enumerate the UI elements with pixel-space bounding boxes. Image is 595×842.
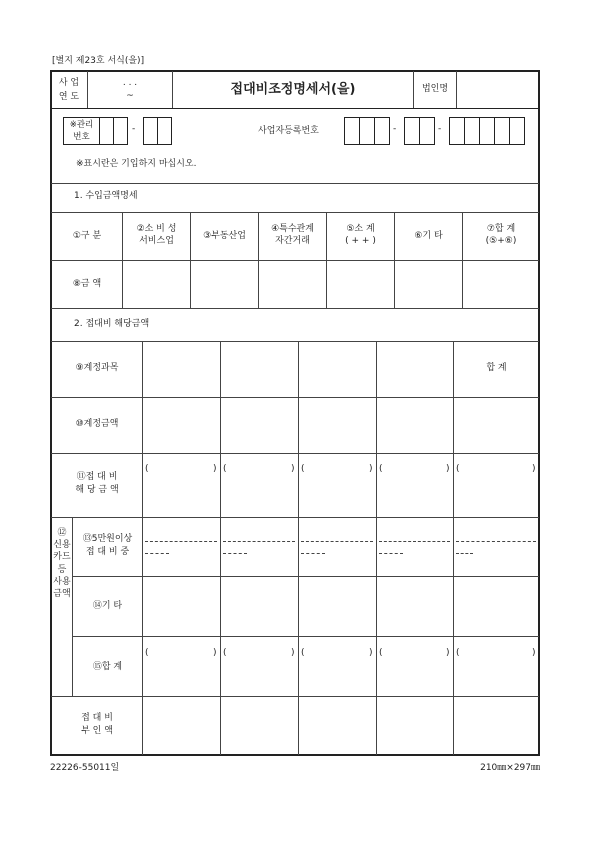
not-fill-note: ※표시란은 기입하지 마십시오. [76, 159, 197, 169]
fiscal-year-from[interactable]: . . . [122, 78, 138, 88]
biz-reg-dash: - [393, 124, 397, 134]
dashed-guide [301, 541, 373, 542]
biz-reg-digit-box[interactable] [449, 117, 465, 145]
col-subtotal-2: ( + + ) [345, 236, 376, 246]
amount-total-cell[interactable] [463, 261, 538, 307]
biz-reg-label: 사업자등록번호 [258, 126, 319, 136]
row-denied-label-1: 접 대 비 [81, 713, 113, 723]
biz-reg-digit-box[interactable] [359, 117, 375, 145]
paren-close: ) [369, 648, 373, 658]
paren-close: ) [213, 648, 217, 658]
dashed-guide [379, 553, 403, 554]
amount-subtotal-cell[interactable] [327, 261, 393, 307]
col-other: ⑥기 타 [414, 231, 443, 241]
col-subtotal-1: ⑤소 계 [346, 224, 375, 234]
mgmt-digit-box[interactable] [113, 117, 128, 145]
paren-open: ( [379, 464, 383, 474]
total-column-label: 합 계 [486, 363, 507, 373]
section1-heading: 1. 수입금액명세 [74, 191, 138, 201]
col-real-estate: ③부동산업 [203, 231, 246, 241]
row-account-amount-label: ⑩계정금액 [75, 419, 119, 429]
mgmt-label-2: 번호 [73, 132, 90, 142]
paren-close: ) [369, 464, 373, 474]
row-amount-label: ⑧금 액 [72, 279, 102, 289]
mgmt-dash: - [132, 124, 136, 134]
mgmt-digit-box[interactable] [157, 117, 172, 145]
biz-reg-dash: - [438, 124, 442, 134]
card-usage-group-label: ⑫ 신용카드등 사용금액 [53, 528, 71, 600]
dashed-guide [456, 553, 473, 554]
paren-open: ( [301, 648, 305, 658]
col-total-2: (⑤+⑥) [485, 236, 517, 246]
amount-related-party-cell[interactable] [259, 261, 325, 307]
row-applicable-label-1: ⑪접 대 비 [76, 472, 118, 482]
biz-reg-digit-box[interactable] [344, 117, 360, 145]
col-category: ①구 분 [72, 231, 102, 241]
row-over50k-label-1: ⑬5만원이상 [82, 534, 133, 544]
paren-close: ) [446, 464, 450, 474]
amount-consumer-service-cell[interactable] [123, 261, 189, 307]
dashed-guide [223, 541, 295, 542]
dashed-guide [145, 541, 217, 542]
dashed-guide [301, 553, 325, 554]
paren-close: ) [532, 648, 536, 658]
row-other-label: ⑭기 타 [92, 601, 123, 611]
paren-close: ) [213, 464, 217, 474]
col-total-1: ⑦합 계 [486, 224, 516, 234]
biz-reg-digit-box[interactable] [479, 117, 495, 145]
col-related-party-1: ④특수관계 [271, 224, 314, 234]
year-label-2: 연 도 [58, 92, 80, 102]
row-account-subject-label: ⑨계정과목 [75, 363, 119, 373]
form-frame [50, 70, 540, 756]
paren-close: ) [291, 648, 295, 658]
mgmt-digit-box[interactable] [99, 117, 114, 145]
paren-open: ( [456, 464, 460, 474]
col-consumer-service-2: 서비스업 [139, 236, 174, 246]
year-label-1: 사 업 [58, 78, 80, 88]
paren-close: ) [446, 648, 450, 658]
row-applicable-label-2: 해 당 금 액 [75, 485, 119, 495]
mgmt-digit-box[interactable] [143, 117, 158, 145]
dashed-guide [223, 553, 247, 554]
biz-reg-digit-box[interactable] [374, 117, 390, 145]
fiscal-year-tilde: ~ [126, 91, 134, 101]
amount-real-estate-cell[interactable] [191, 261, 257, 307]
paper-size: 210㎜×297㎜ [480, 763, 540, 773]
biz-reg-digit-box[interactable] [419, 117, 435, 145]
paren-open: ( [145, 464, 149, 474]
mgmt-label-1: ※관리 [69, 120, 94, 130]
dashed-guide [456, 541, 536, 542]
amount-other-cell[interactable] [395, 261, 461, 307]
paren-open: ( [456, 648, 460, 658]
biz-reg-digit-box[interactable] [404, 117, 420, 145]
paren-open: ( [301, 464, 305, 474]
corp-name-label: 법인명 [421, 84, 449, 94]
dashed-guide [379, 541, 450, 542]
col-related-party-2: 자간거래 [275, 236, 310, 246]
col-consumer-service-1: ②소 비 성 [136, 224, 177, 234]
paren-open: ( [145, 648, 149, 658]
form-label: [별지 제23호 서식(을)] [52, 56, 145, 66]
biz-reg-digit-box[interactable] [464, 117, 480, 145]
corp-name-field[interactable] [457, 72, 539, 107]
dashed-guide [145, 553, 169, 554]
form-code: 22226-55011일 [50, 763, 120, 773]
row-over50k-label-2: 접 대 비 중 [85, 547, 130, 557]
biz-reg-digit-box[interactable] [494, 117, 510, 145]
biz-reg-digit-box[interactable] [509, 117, 525, 145]
row-denied-label-2: 부 인 액 [81, 726, 113, 736]
paren-close: ) [291, 464, 295, 474]
paren-close: ) [532, 464, 536, 474]
row-sum-label: ⑮합 계 [92, 662, 123, 672]
section2-heading: 2. 접대비 해당금액 [74, 319, 150, 329]
paren-open: ( [223, 648, 227, 658]
page-title: 접대비조정명세서(을) [230, 82, 356, 97]
paren-open: ( [379, 648, 383, 658]
paren-open: ( [223, 464, 227, 474]
